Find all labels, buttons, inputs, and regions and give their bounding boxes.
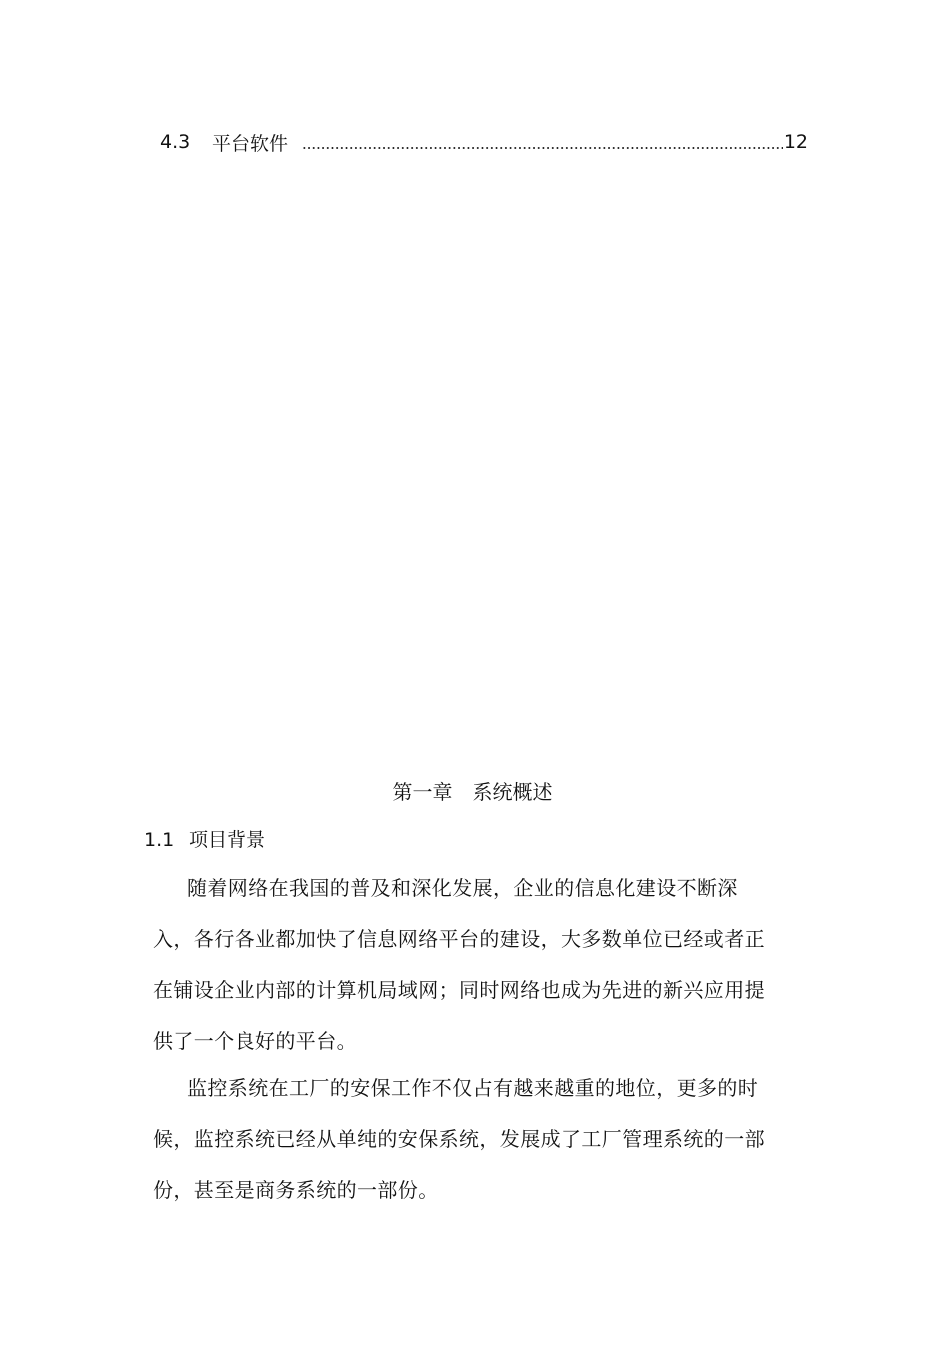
toc-entry[interactable] (160, 128, 808, 156)
section-number: 1.1 (144, 829, 175, 851)
body-paragraph: 监控系统在工厂的安保工作不仅占有越来越重的地位，更多的时候，监控系统已经从单纯的安保系统，发展成了工厂管理系统的一部份，甚至是商务系统的一部份。 (153, 1076, 765, 1202)
toc-dot-leader (302, 147, 783, 149)
toc-entry-page-number: 12 (783, 131, 808, 153)
body-paragraph: 随着网络在我国的普及和深化发展，企业的信息化建设不断深入，各行各业都加快了信息网络平台的建设，大多数单位已经或者正在铺设企业内部的计算机局域网；同时网络也成为先进的新兴应用提供了一个良好的平台。 (153, 876, 765, 1053)
section-title: 项目背景 (189, 829, 266, 851)
section-heading (144, 826, 265, 854)
toc-entry-number: 4.3 (160, 131, 191, 153)
toc-entry-title: 平台软件 (212, 132, 289, 155)
chapter-title: 第一章 系统概述 (392, 780, 553, 804)
